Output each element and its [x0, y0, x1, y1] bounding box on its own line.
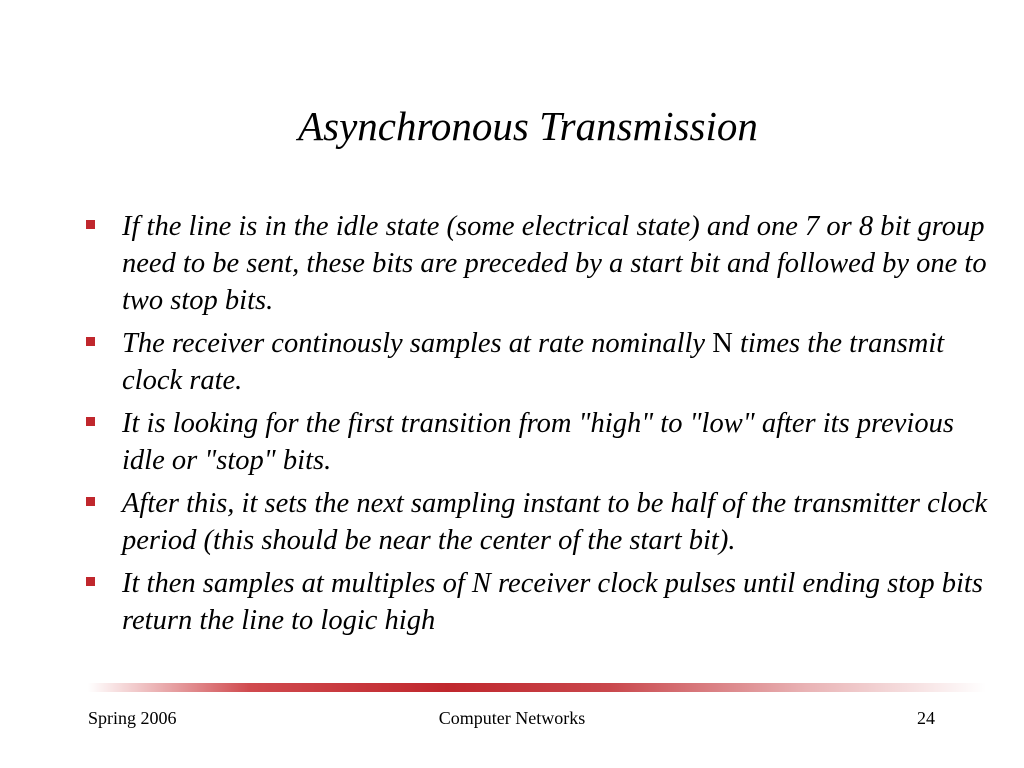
slide-number: 24: [917, 708, 935, 728]
footer-course-title: Computer Networks: [438, 708, 586, 728]
footer-divider: [88, 683, 986, 692]
bullet-item-idle-line: [80, 208, 1000, 319]
square-bullet-icon: [86, 577, 95, 586]
slide-title: Asynchronous Transmission: [298, 103, 758, 149]
bullet-item-receiver-sampling: [80, 325, 1000, 399]
bullet-text: times the transmit clock rate.: [122, 328, 945, 396]
bullet-text: It is looking for the first transition from "high" to "low" after its previous idle or "stop" bits.: [122, 408, 954, 476]
bullet-item-next-sampling: [80, 485, 1000, 559]
square-bullet-icon: [86, 337, 95, 346]
bullet-text: If the line is in the idle state (some electrical state) and one 7 or 8 bit group need to be sent, these bits are preceded by a start bit and followed by one to two stop bits.: [122, 211, 987, 316]
bullet-text-symbol: N: [712, 328, 733, 359]
bullet-text: It then samples at multiples of N receiver clock pulses until ending stop bits return the line to logic high: [122, 568, 983, 636]
bullet-item-multiples-sampling: [80, 565, 1000, 639]
bullet-list: [80, 208, 1000, 645]
square-bullet-icon: [86, 417, 95, 426]
bullet-item-first-transition: [80, 405, 1000, 479]
square-bullet-icon: [86, 220, 95, 229]
bullet-text: The receiver continously samples at rate nominally: [122, 328, 713, 359]
footer-date: Spring 2006: [88, 708, 177, 728]
square-bullet-icon: [86, 497, 95, 506]
bullet-text: After this, it sets the next sampling instant to be half of the transmitter clock period (this should be near the center of the start bit).: [122, 488, 988, 556]
